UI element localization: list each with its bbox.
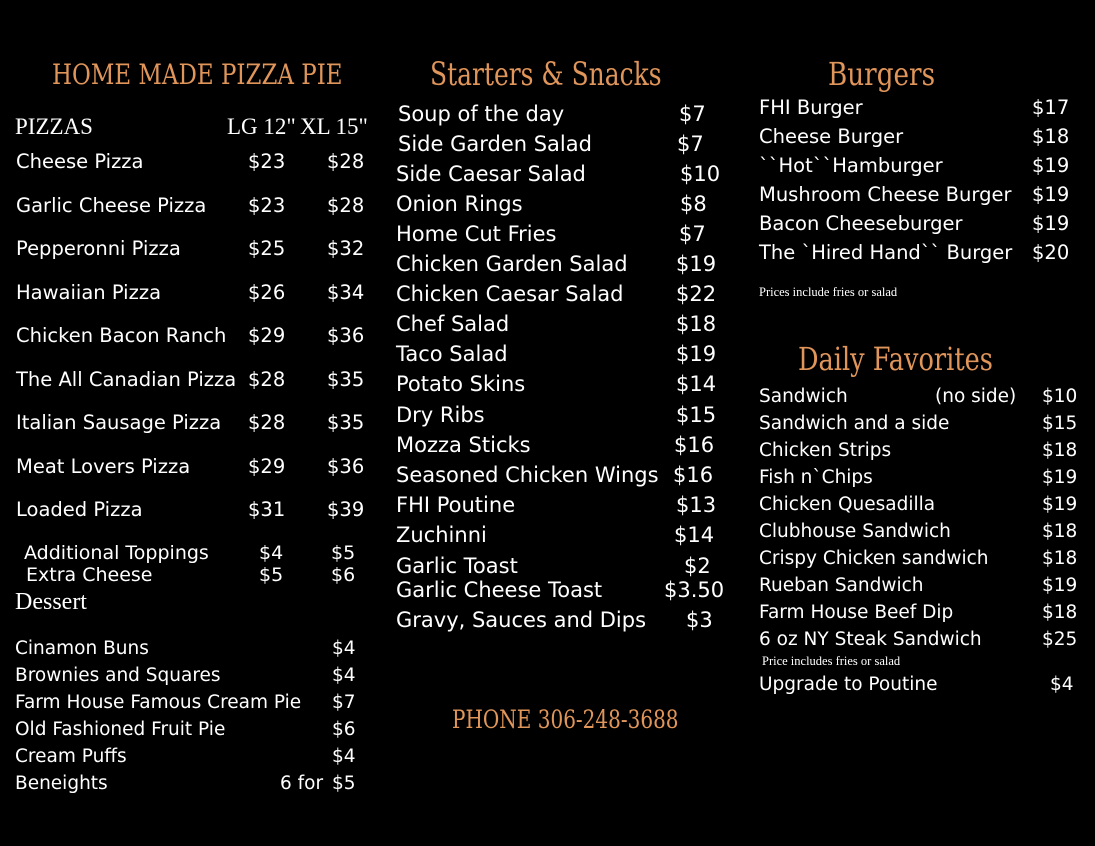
starter-item-name: FHI Poutine [396, 493, 516, 517]
starter-item-name: Chef Salad [396, 312, 510, 336]
pizza-item-price-xl: $28 [327, 193, 365, 217]
pizza-item-price-xl: $39 [327, 498, 365, 521]
pizza-item-price-xl: $36 [327, 454, 365, 478]
burger-item-name: FHI Burger [759, 96, 863, 119]
burger-item-name: Cheese Burger [759, 125, 904, 148]
daily-item-name: Sandwich [759, 386, 848, 407]
pizza-item-price-lg: $23 [248, 150, 286, 173]
dessert-item-price: $4 [332, 665, 356, 686]
pizza-item-name: Hawaiian Pizza [16, 280, 162, 304]
pizza-item-name: Chicken Bacon Ranch [16, 324, 227, 347]
starter-item-name: Zuchinni [396, 523, 487, 547]
daily-item-price: $19 [1042, 494, 1078, 515]
daily-item-price: $10 [1042, 386, 1078, 407]
starter-item-price: $13 [676, 493, 717, 517]
starter-item-name: Gravy, Sauces and Dips [396, 608, 647, 632]
burger-item-price: $18 [1032, 125, 1070, 148]
pizza-item-price-lg: $25 [248, 237, 286, 260]
daily-item-price: $18 [1042, 521, 1078, 542]
starter-item-name: Taco Salad [396, 342, 508, 366]
burger-item-name: ``Hot``Hamburger [759, 154, 943, 177]
pizza-item-price-lg: $29 [248, 454, 286, 478]
daily-note: Price includes fries or salad [762, 654, 901, 668]
burgers-note: Prices include fries or salad [759, 285, 898, 299]
starter-item-price: $7 [677, 132, 704, 156]
starter-item-price: $3 [686, 608, 713, 632]
starter-item-name: Potato Skins [396, 372, 526, 396]
dessert-item-price: $4 [332, 638, 356, 659]
pizza-item-price-xl: $35 [327, 411, 365, 434]
starter-item-price: $14 [674, 523, 715, 547]
dessert-item-name: Farm House Famous Cream Pie [15, 692, 302, 713]
starter-item-name: Chicken Garden Salad [396, 252, 628, 276]
pizza-header-lg: LG 12" [227, 114, 296, 139]
starter-item-name: Mozza Sticks [396, 433, 531, 457]
pizza-header-label: PIZZAS [15, 114, 93, 139]
upgrade-name: Upgrade to Poutine [759, 674, 938, 695]
starter-item-price: $16 [673, 463, 714, 487]
pizza-item-price-lg: $31 [248, 498, 286, 521]
burgers-heading: Burgers [828, 55, 936, 93]
daily-item-price: $18 [1042, 548, 1078, 569]
daily-item-price: $25 [1042, 629, 1078, 650]
pizza-item-price-lg: $29 [248, 324, 286, 347]
pizza-item-price-lg: $28 [248, 411, 286, 434]
pizza-item-price-lg: $28 [248, 367, 286, 391]
burger-item-price: $17 [1032, 96, 1070, 119]
pizza-item-price-xl: $36 [327, 324, 365, 347]
phone-number: PHONE 306-248-3688 [452, 705, 679, 734]
extra-item-price-lg: $4 [259, 542, 284, 564]
daily-item-name: Clubhouse Sandwich [759, 521, 951, 542]
daily-item-name: Fish n`Chips [759, 467, 873, 488]
starter-item-price: $10 [680, 162, 721, 186]
starter-item-name: Soup of the day [398, 102, 565, 126]
starter-item-price: $7 [679, 222, 706, 246]
pizza-item-price-xl: $34 [327, 280, 365, 304]
starter-item-price: $2 [684, 554, 711, 578]
extra-item-price-lg: $5 [259, 564, 284, 586]
pizza-header-xl: XL 15" [300, 114, 368, 139]
upgrade-price: $4 [1050, 674, 1074, 695]
burger-item-price: $19 [1032, 183, 1070, 206]
starter-item-price: $16 [674, 433, 715, 457]
starter-item-price: $7 [679, 102, 706, 126]
starter-item-name: Chicken Caesar Salad [396, 282, 624, 306]
starter-item-name: Garlic Toast [396, 554, 518, 578]
extra-item-price-xl: $6 [331, 564, 356, 586]
dessert-item-name: Old Fashioned Fruit Pie [15, 719, 226, 740]
pizza-item-price-xl: $35 [327, 367, 365, 391]
extra-item-name: Extra Cheese [26, 564, 153, 586]
daily-item-name: Farm House Beef Dip [759, 602, 954, 623]
burger-item-name: Bacon Cheeseburger [759, 212, 963, 235]
daily-item-name: 6 oz NY Steak Sandwich [759, 629, 982, 650]
starter-item-price: $15 [676, 403, 717, 427]
starter-item-price: $3.50 [664, 578, 725, 602]
daily-item-price: $18 [1042, 602, 1078, 623]
pizza-item-price-xl: $28 [327, 150, 365, 173]
dessert-item-price: $6 [332, 719, 356, 740]
starter-item-price: $19 [676, 342, 717, 366]
daily-item-name: Sandwich and a side [759, 413, 950, 434]
extra-item-price-xl: $5 [331, 542, 356, 564]
starter-item-name: Onion Rings [396, 192, 523, 216]
dessert-item-qty: 6 for [280, 773, 324, 794]
daily-item-name: Rueban Sandwich [759, 575, 924, 596]
dessert-item-price: $5 [332, 773, 356, 794]
starter-item-name: Dry Ribs [396, 403, 485, 427]
starter-item-price: $18 [676, 312, 717, 336]
daily-item-name: Chicken Quesadilla [759, 494, 936, 515]
pizza-item-price-lg: $23 [248, 193, 286, 217]
starter-item-price: $22 [676, 282, 717, 306]
pizza-item-name: Loaded Pizza [16, 498, 143, 521]
pizza-item-name: Italian Sausage Pizza [16, 411, 222, 434]
starters-heading: Starters & Snacks [430, 55, 662, 93]
daily-item-price: $15 [1042, 413, 1078, 434]
dessert-item-name: Cinamon Buns [15, 638, 149, 659]
pizza-item-price-xl: $32 [327, 237, 365, 260]
pizza-item-name: Pepperonni Pizza [16, 237, 181, 260]
daily-item-name: Chicken Strips [759, 440, 892, 461]
burger-item-price: $19 [1032, 212, 1070, 235]
dessert-item-price: $4 [332, 746, 356, 767]
daily-item-price: $19 [1042, 575, 1078, 596]
extra-item-name: Additional Toppings [24, 542, 209, 564]
burger-item-price: $19 [1032, 154, 1070, 177]
pizza-item-name: The All Canadian Pizza [16, 367, 237, 391]
burger-item-price: $20 [1032, 241, 1070, 264]
pizza-item-name: Meat Lovers Pizza [16, 454, 191, 478]
starter-item-name: Seasoned Chicken Wings [396, 463, 659, 487]
dessert-heading: Dessert [15, 589, 87, 615]
dessert-item-name: Cream Puffs [15, 746, 127, 767]
burger-item-name: Mushroom Cheese Burger [759, 183, 1012, 206]
starter-item-price: $8 [680, 192, 707, 216]
starter-item-name: Side Garden Salad [398, 132, 592, 156]
pizza-heading: HOME MADE PIZZA PIE [52, 58, 343, 91]
daily-heading: Daily Favorites [798, 340, 993, 378]
starter-item-name: Side Caesar Salad [396, 162, 586, 186]
daily-item-name: Crispy Chicken sandwich [759, 548, 989, 569]
dessert-item-price: $7 [332, 692, 356, 713]
starter-item-name: Garlic Cheese Toast [396, 578, 603, 602]
starter-item-price: $14 [676, 372, 717, 396]
starter-item-price: $19 [676, 252, 717, 276]
daily-item-extra: (no side) [935, 386, 1017, 407]
daily-item-price: $18 [1042, 440, 1078, 461]
dessert-item-name: Beneights [15, 773, 108, 794]
pizza-item-price-lg: $26 [248, 280, 286, 304]
starter-item-name: Home Cut Fries [396, 222, 557, 246]
daily-item-price: $19 [1042, 467, 1078, 488]
pizza-item-name: Cheese Pizza [16, 150, 144, 173]
dessert-item-name: Brownies and Squares [15, 665, 221, 686]
pizza-item-name: Garlic Cheese Pizza [16, 193, 207, 217]
burger-item-name: The `Hired Hand`` Burger [759, 241, 1013, 264]
